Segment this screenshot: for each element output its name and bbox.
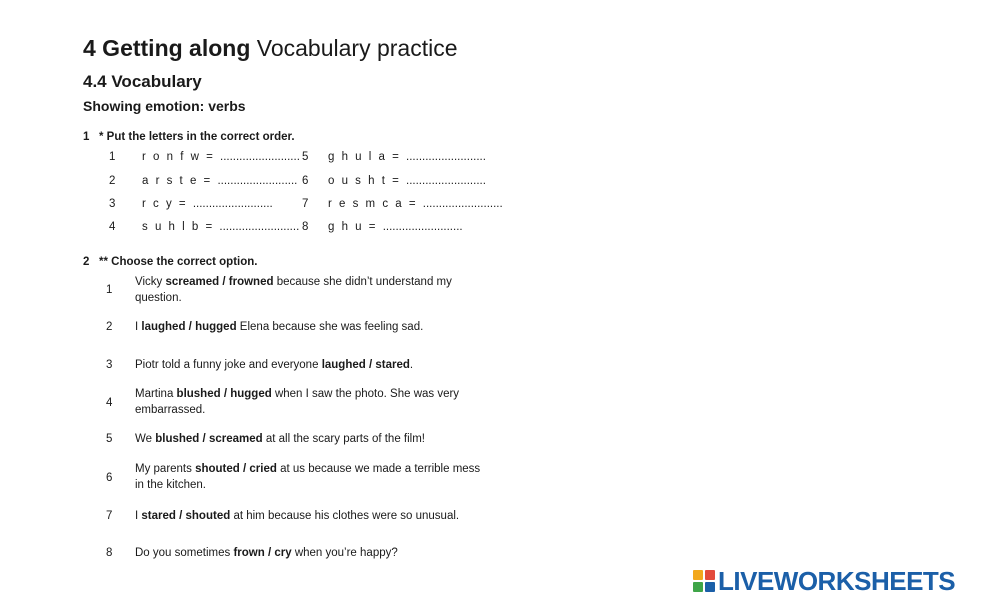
- page-title-rest: Vocabulary practice: [256, 35, 458, 61]
- option-choice[interactable]: laughed: [321, 359, 366, 371]
- option-choice[interactable]: hugged: [230, 388, 272, 400]
- option-separator: /: [365, 359, 376, 371]
- item-number: 6: [106, 472, 113, 484]
- exercise-number: 1: [83, 131, 90, 143]
- subsection-heading: Showing emotion: verbs: [83, 98, 246, 114]
- answer-blank[interactable]: .........................: [382, 221, 463, 233]
- sentence-text: Elena because she was feeling sad.: [236, 321, 424, 333]
- item-number: 8: [302, 221, 309, 233]
- item-number: 3: [109, 198, 116, 210]
- option-choice[interactable]: cried: [249, 463, 277, 475]
- item-number: 4: [106, 397, 113, 409]
- item-number: 6: [302, 175, 309, 187]
- answer-blank[interactable]: .........................: [406, 151, 486, 163]
- item-number: 1: [106, 284, 113, 296]
- item-number: 4: [109, 221, 116, 233]
- sentence-text: at us because we made a terrible mess in the kitchen.: [135, 463, 481, 491]
- answer-blank[interactable]: .........................: [406, 175, 486, 187]
- option-choice[interactable]: stared: [375, 359, 410, 371]
- exercise-1-heading: [83, 130, 295, 144]
- option-separator: /: [220, 388, 231, 400]
- scrambled-letters: r o n f w =: [142, 151, 215, 163]
- option-choice[interactable]: frown: [233, 547, 265, 559]
- sentence-text: Piotr told a funny joke and everyone: [135, 359, 322, 371]
- option-choice[interactable]: stared: [141, 510, 176, 522]
- option-choice[interactable]: shouted: [195, 463, 240, 475]
- scrambled-letters: s u h l b =: [142, 221, 215, 233]
- item-number: 3: [106, 359, 113, 371]
- answer-blank[interactable]: .........................: [422, 198, 503, 210]
- sentence-text: Vicky: [135, 276, 166, 288]
- sentence-text: My parents: [135, 463, 196, 475]
- item-number: 5: [106, 433, 113, 445]
- page-title: [83, 33, 458, 63]
- sentence-text: when I saw the photo. She was very embarrassed.: [135, 388, 460, 416]
- option-choice[interactable]: blushed: [155, 433, 200, 445]
- scrambled-letters: g h u =: [328, 221, 378, 233]
- option-separator: /: [185, 321, 196, 333]
- item-number: 2: [106, 321, 113, 333]
- exercise-2-heading: [83, 255, 257, 269]
- answer-blank[interactable]: .........................: [192, 198, 273, 210]
- option-choice[interactable]: laughed: [141, 321, 186, 333]
- page-title-bold: 4 Getting along: [83, 35, 251, 61]
- sentence-text: I: [135, 510, 142, 522]
- exercise-number: 2: [83, 256, 90, 268]
- section-heading: 4.4 Vocabulary: [83, 72, 202, 91]
- option-separator: /: [264, 547, 275, 559]
- sentence-text: at him because his clothes were so unusual.: [230, 510, 460, 522]
- option-separator: /: [219, 276, 229, 288]
- scrambled-letters: g h u l a =: [328, 151, 401, 163]
- scrambled-letters: o u s h t =: [328, 175, 401, 187]
- scrambled-letters: r c y =: [142, 198, 188, 210]
- exercise-instruction: ** Choose the correct option.: [99, 256, 258, 268]
- logo-text: LIVEWORKSHEETS: [718, 566, 956, 596]
- liveworksheets-logo-icon: [693, 570, 715, 592]
- sentence-text: I: [135, 321, 142, 333]
- option-choice[interactable]: cry: [274, 547, 292, 559]
- option-separator: /: [239, 463, 250, 475]
- sentence-text: when you’re happy?: [291, 547, 398, 559]
- item-number: 1: [109, 151, 116, 163]
- sentence-text: .: [409, 359, 414, 371]
- option-separator: /: [199, 433, 209, 445]
- scrambled-letters: a r s t e =: [142, 175, 213, 187]
- sentence-text: because she didn’t understand my question.: [135, 276, 452, 304]
- sentence-text: at all the scary parts of the film!: [262, 433, 425, 445]
- sentence-text: Martina: [135, 388, 177, 400]
- item-number: 7: [302, 198, 309, 210]
- option-choice[interactable]: shouted: [185, 510, 231, 522]
- option-choice[interactable]: screamed: [208, 433, 263, 445]
- option-separator: /: [175, 510, 186, 522]
- answer-blank[interactable]: .........................: [219, 221, 300, 233]
- sentence-text: We: [135, 433, 156, 445]
- scrambled-letters: r e s m c a =: [328, 198, 418, 210]
- option-choice[interactable]: screamed: [165, 276, 220, 288]
- option-choice[interactable]: hugged: [195, 321, 237, 333]
- exercise-instruction: * Put the letters in the correct order.: [99, 131, 295, 143]
- answer-blank[interactable]: .........................: [217, 175, 298, 187]
- item-number: 8: [106, 547, 113, 559]
- option-choice[interactable]: blushed: [176, 388, 221, 400]
- sentence-text: Do you sometimes: [135, 547, 234, 559]
- item-number: 5: [302, 151, 309, 163]
- item-number: 7: [106, 510, 113, 522]
- answer-blank[interactable]: .........................: [220, 151, 300, 163]
- option-choice[interactable]: frowned: [228, 276, 274, 288]
- item-number: 2: [109, 175, 116, 187]
